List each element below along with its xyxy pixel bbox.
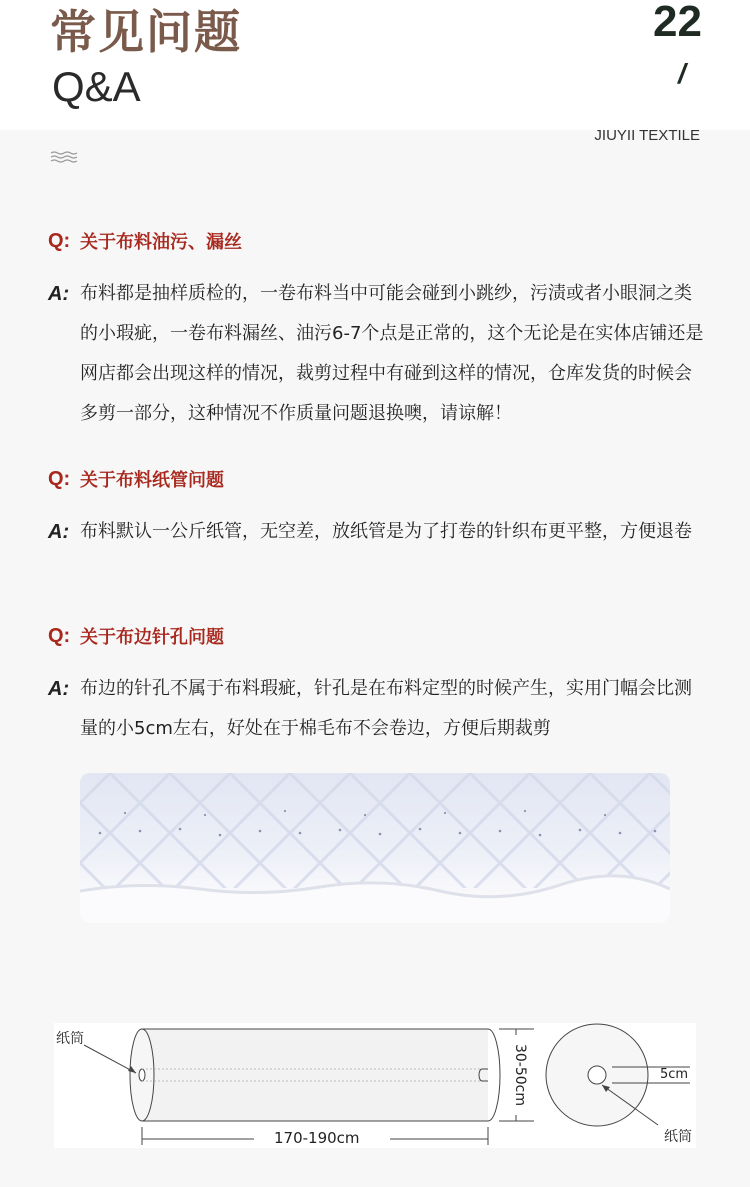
- fabric-photo: [80, 773, 670, 923]
- answer-mark: A:: [48, 678, 70, 700]
- question-text: 关于布料油污、漏丝: [80, 232, 242, 253]
- question-text: 关于布料纸管问题: [80, 470, 224, 491]
- answer-text: 布料都是抽样质检的，一卷布料当中可能会碰到小跳纱，污渍或者小眼洞之类的小瑕疵，一卷布料漏丝、油污6-7个点是正常的，这个无论是在实体店铺还是网店都会出现这样的情况，裁剪过程中有碰到这样的情况，仓库发货的时候会多剪一部分，这种情况不作质量问题退换噢，请谅解！: [80, 283, 704, 424]
- fabric-texture: [80, 773, 670, 923]
- roll-diagram: [54, 1023, 696, 1148]
- qa-item: [48, 228, 708, 434]
- qa-item: [48, 466, 708, 552]
- page-subtitle: Q&A: [52, 63, 141, 110]
- core-diameter-label: 5cm: [660, 1067, 689, 1082]
- page-header: [0, 0, 750, 130]
- answer-row: [48, 669, 708, 749]
- answer-mark: A:: [48, 521, 70, 543]
- question-row: [48, 623, 708, 649]
- question-mark: Q:: [48, 229, 71, 252]
- page-number: 22: [653, 0, 702, 46]
- brand-name: JIUYII TEXTILE: [594, 127, 700, 144]
- wave-icon: [50, 150, 78, 164]
- answer-text: 布边的针孔不属于布料瑕疵，针孔是在布料定型的时候产生，实用门幅会比测量的小5cm左右，好处在于棉毛布不会卷边，方便后期裁剪: [80, 678, 692, 739]
- page-number-slash: /: [678, 58, 686, 89]
- roll-diagram-drawing: [54, 1023, 696, 1148]
- tube-label-left: 纸筒: [56, 1031, 84, 1047]
- question-row: [48, 228, 708, 254]
- answer-row: [48, 512, 708, 552]
- question-text: 关于布边针孔问题: [80, 627, 224, 648]
- diameter-label: 30-50cm: [512, 1043, 528, 1106]
- question-row: [48, 466, 708, 492]
- qa-item: [48, 623, 708, 749]
- length-label: 170-190cm: [274, 1129, 360, 1147]
- tube-label-right: 纸筒: [664, 1129, 692, 1145]
- answer-mark: A:: [48, 283, 70, 305]
- page-title: 常见问题: [50, 5, 242, 59]
- answer-text: 布料默认一公斤纸管，无空差，放纸管是为了打卷的针织布更平整，方便退卷: [80, 521, 692, 542]
- question-mark: Q:: [48, 624, 71, 647]
- answer-row: [48, 274, 708, 434]
- question-mark: Q:: [48, 467, 71, 490]
